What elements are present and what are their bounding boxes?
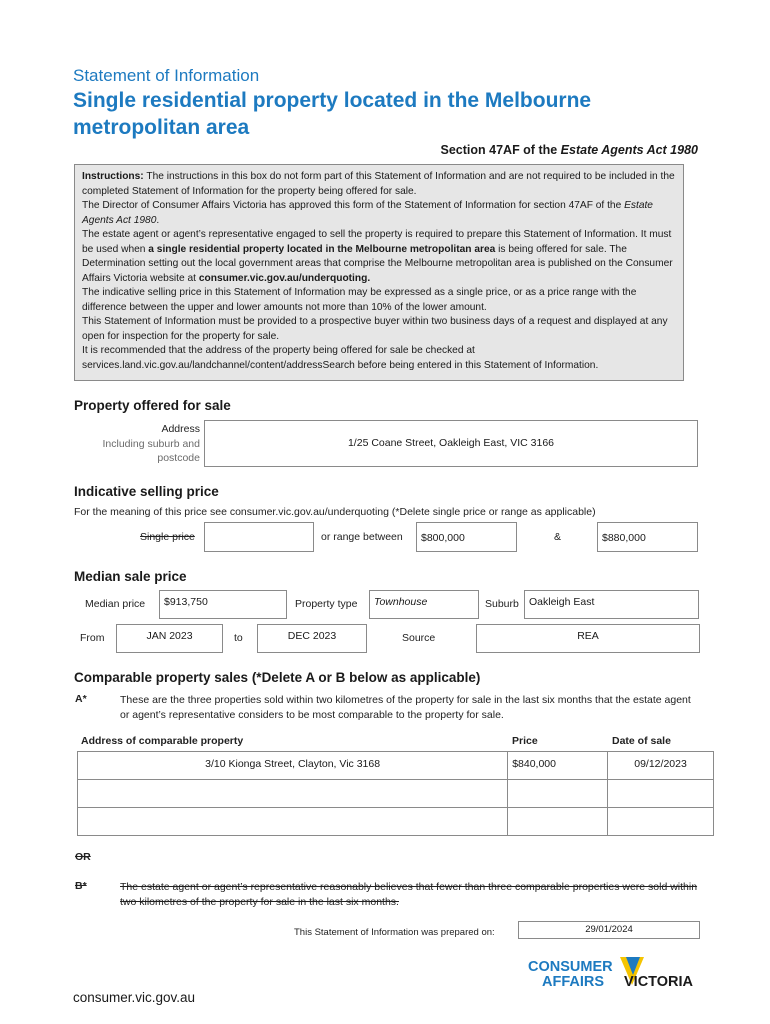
comparable-price-cell[interactable] (508, 780, 608, 808)
suburb-label: Suburb (485, 598, 519, 610)
instructions-para-3 (82, 228, 676, 286)
section-reference (441, 143, 698, 157)
or-separator: OR (75, 851, 91, 863)
range-amp: & (554, 531, 562, 543)
range-label: or range between (321, 531, 403, 543)
logo-text-affairs: AFFAIRS (542, 974, 605, 990)
consumer-affairs-victoria-logo (528, 955, 703, 991)
instructions-box (74, 164, 684, 381)
footer-url[interactable]: consumer.vic.gov.au (73, 990, 196, 1005)
address-label-line-1: Address (161, 423, 200, 435)
instructions-para-5: This Statement of Information must be provided to a prospective buyer within two business days of a request and displayed at any open for inspection for the property for sale. (82, 316, 668, 342)
comparable-date-cell[interactable] (608, 808, 714, 836)
median-heading: Median sale price (74, 569, 187, 584)
from-label: From (80, 632, 105, 644)
instructions-p2b: Estate Agents Act 1980 (82, 200, 653, 226)
instructions-p3b: a single residential property located in the Melbourne metropolitan area (148, 243, 496, 255)
table-row (78, 752, 714, 780)
from-field[interactable]: JAN 2023 (116, 624, 223, 653)
address-label-line-2: Including suburb and (102, 437, 200, 450)
col-price-header: Price (512, 735, 538, 747)
indicative-heading: Indicative selling price (74, 484, 219, 499)
page-title: Single residential property located in the Melbourne metropolitan area (73, 89, 592, 139)
logo-text-victoria: VICTORIA (624, 974, 694, 990)
range-high-field[interactable]: $880,000 (597, 522, 698, 552)
instructions-para-4: The indicative selling price in this Statement of Information may be expressed as a single price, or as a price range with the difference between the upper and lower amounts not more than 10% of the lower amount. (82, 287, 637, 313)
comparable-price-cell[interactable] (508, 808, 608, 836)
comparable-date-cell[interactable]: 09/12/2023 (608, 752, 714, 780)
comparable-address-cell[interactable]: 3/10 Kionga Street, Clayton, Vic 3168 (78, 752, 508, 780)
table-row (78, 780, 714, 808)
source-field[interactable]: REA (476, 624, 700, 653)
median-price-label: Median price (85, 598, 146, 610)
cav-logo-mark (528, 955, 703, 991)
property-type-field[interactable]: Townhouse (369, 590, 479, 619)
logo-text-consumer: CONSUMER (528, 959, 613, 975)
form-kicker: Statement of Information (73, 66, 260, 85)
property-address-field[interactable]: 1/25 Coane Street, Oakleigh East, VIC 3166 (204, 420, 698, 467)
section-prefix: Section 47AF of the (440, 143, 561, 157)
instructions-p3a: The estate agent or agent’s representative engaged to sell the property is required to prepare this Statement of Information. It must be used when (82, 229, 672, 255)
single-price-field[interactable] (204, 522, 314, 552)
single-price-label: Single price (140, 531, 195, 543)
instructions-para-2 (82, 199, 676, 228)
property-type-label: Property type (295, 598, 358, 610)
instructions-para-6: It is recommended that the address of the property being offered for sale be checked at services.land.vic.gov.au/landchannel/content/addressSearch before being entered in this Statement of Information. (82, 345, 599, 371)
address-label-line-3: postcode (157, 452, 200, 464)
option-a-marker: A* (75, 693, 87, 705)
instructions-para-1 (82, 170, 676, 199)
comparable-price-cell[interactable]: $840,000 (508, 752, 608, 780)
option-a-text: These are the three properties sold within two kilometres of the property for sale in the last six months that the estate agent or agent’s representative considers to be most comparable to the property for sale. (120, 694, 691, 721)
comparable-table (77, 751, 714, 836)
indicative-note: For the meaning of this price see consumer.vic.gov.au/underquoting (*Delete single price or range as applicable) (74, 506, 596, 518)
instructions-lead: Instructions: (82, 171, 144, 182)
to-field[interactable]: DEC 2023 (257, 624, 367, 653)
property-heading: Property offered for sale (74, 398, 231, 413)
address-label (80, 422, 200, 466)
instructions-p2c: . (156, 214, 160, 226)
col-address-header: Address of comparable property (81, 735, 244, 747)
option-b-text: The estate agent or agent’s representative reasonably believes that fewer than three comparable properties were sold within two kilometres of the property for sale in the last six months. (120, 881, 698, 908)
median-price-field[interactable]: $913,750 (159, 590, 287, 619)
suburb-field[interactable]: Oakleigh East (524, 590, 699, 619)
comparable-address-cell[interactable] (78, 780, 508, 808)
comparable-heading: Comparable property sales (*Delete A or B below as applicable) (74, 670, 481, 685)
instructions-p2a: The Director of Consumer Affairs Victoria has approved this form of the Statement of Information for section 47AF of the (82, 200, 625, 211)
source-label: Source (402, 632, 436, 644)
prepared-on-label: This Statement of Information was prepared on: (294, 927, 495, 938)
comparable-address-cell[interactable] (78, 808, 508, 836)
col-date-header: Date of sale (612, 735, 671, 747)
prepared-on-field[interactable]: 29/01/2024 (518, 921, 700, 939)
range-low-field[interactable]: $800,000 (416, 522, 517, 552)
underquoting-link[interactable]: consumer.vic.gov.au/underquoting. (198, 272, 371, 284)
comparable-date-cell[interactable] (608, 780, 714, 808)
option-b-marker: B* (75, 880, 87, 892)
instructions-p1: The instructions in this box do not form part of this Statement of Information and are not required to be included in the completed Statement of Information for the property being offered for sale. (82, 171, 675, 197)
to-label: to (234, 632, 243, 644)
instructions-p3c: is being offered for sale. The Determination setting out the local government areas that comprise the Melbourne metropolitan area is published on the Consumer Affairs Victoria website at (82, 243, 673, 284)
section-act: Estate Agents Act 1980 (560, 143, 698, 157)
table-row (78, 808, 714, 836)
